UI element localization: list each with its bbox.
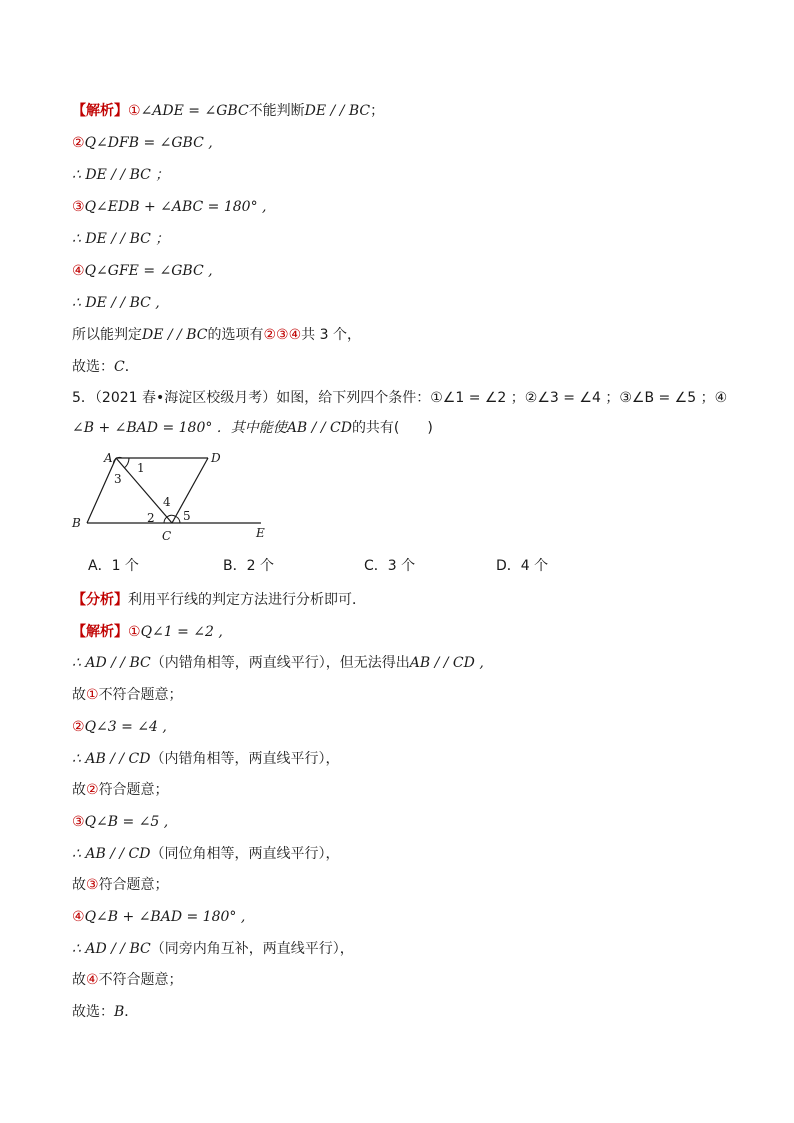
label-angle-3: 3: [114, 472, 122, 486]
option-b: B．2 个: [223, 558, 274, 574]
label-angle-1: 1: [137, 461, 145, 475]
solution-line-8: 所以能判定DE / / BC的选项有②③④共 3 个，: [72, 327, 361, 343]
label-d: D: [211, 451, 221, 465]
q5-solution-line-7: ③Q∠B = ∠5 ,: [72, 814, 169, 830]
option-c: C．3 个: [364, 558, 416, 574]
solution-line-5: ∴ DE / / BC ；: [72, 231, 170, 247]
analysis-line: 【分析】利用平行线的判定方法进行分析即可．: [72, 592, 366, 608]
solution-line-4: ③Q∠EDB + ∠ABC = 180° ,: [72, 199, 267, 215]
q5-solution-line-13: 故选：B．: [72, 1004, 139, 1020]
q5-solution-line-5: ∴ AB / / CD（内错角相等，两直线平行），: [72, 751, 340, 767]
label-angle-4: 4: [163, 495, 171, 509]
option-a: A．1 个: [88, 558, 139, 574]
q5-solution-line-6: 故②符合题意；: [72, 782, 169, 798]
q5-solution-line-4: ②Q∠3 = ∠4 ,: [72, 719, 167, 735]
q5-solution-line-9: 故③符合题意；: [72, 877, 169, 893]
analysis-tag: 【分析】: [72, 592, 128, 608]
q5-solution-line-11: ∴ AD / / BC（同旁内角互补，两直线平行），: [72, 941, 354, 957]
label-e: E: [256, 526, 265, 540]
q5-solution-line-12: 故④不符合题意；: [72, 972, 183, 988]
option-d: D．4 个: [496, 558, 549, 574]
angle-arc-1: [125, 458, 130, 468]
q5-solution-line-1: 【解析】①Q∠1 = ∠2 ,: [72, 624, 223, 640]
angle-arc-2: [164, 517, 167, 523]
solution-tag: 【解析】: [72, 103, 128, 119]
angle-arc-5: [176, 517, 180, 524]
segment-ab: [87, 458, 116, 523]
q5-solution-line-8: ∴ AB / / CD（同位角相等，两直线平行），: [72, 846, 340, 862]
solution-line-3: ∴ DE / / BC ；: [72, 167, 170, 183]
solution-line-9: 故选：C．: [72, 359, 139, 375]
solution-line-7: ∴ DE / / BC ,: [72, 295, 160, 311]
angle-arc-4: [167, 515, 176, 517]
label-a: A: [104, 451, 113, 465]
q5-solution-line-2: ∴ AD / / BC（内错角相等，两直线平行），但无法得出AB / / CD ,: [72, 655, 484, 671]
label-b: B: [72, 516, 81, 530]
question-5-stem-cont: ∠B + ∠BAD = 180° ．其中能使AB / / CD的共有( ): [72, 420, 433, 436]
solution-line-1: 【解析】①∠ADE = ∠GBC不能判断DE / / BC；: [72, 103, 385, 119]
parallelogram-figure: [68, 448, 278, 548]
q5-solution-line-10: ④Q∠B + ∠BAD = 180° ,: [72, 909, 246, 925]
question-5-stem: 5．（2021 春•海淀区校级月考）如图，给下列四个条件：①∠1 = ∠2 ；②∠3 = ∠4 ；③∠B = ∠5 ；④: [72, 390, 728, 406]
q5-solution-line-3: 故①不符合题意；: [72, 687, 183, 703]
solution-line-2: ②Q∠DFB = ∠GBC ,: [72, 135, 213, 151]
label-angle-2: 2: [147, 511, 155, 525]
label-angle-5: 5: [183, 509, 191, 523]
label-c: C: [162, 529, 172, 543]
solution-line-6: ④Q∠GFE = ∠GBC ,: [72, 263, 213, 279]
